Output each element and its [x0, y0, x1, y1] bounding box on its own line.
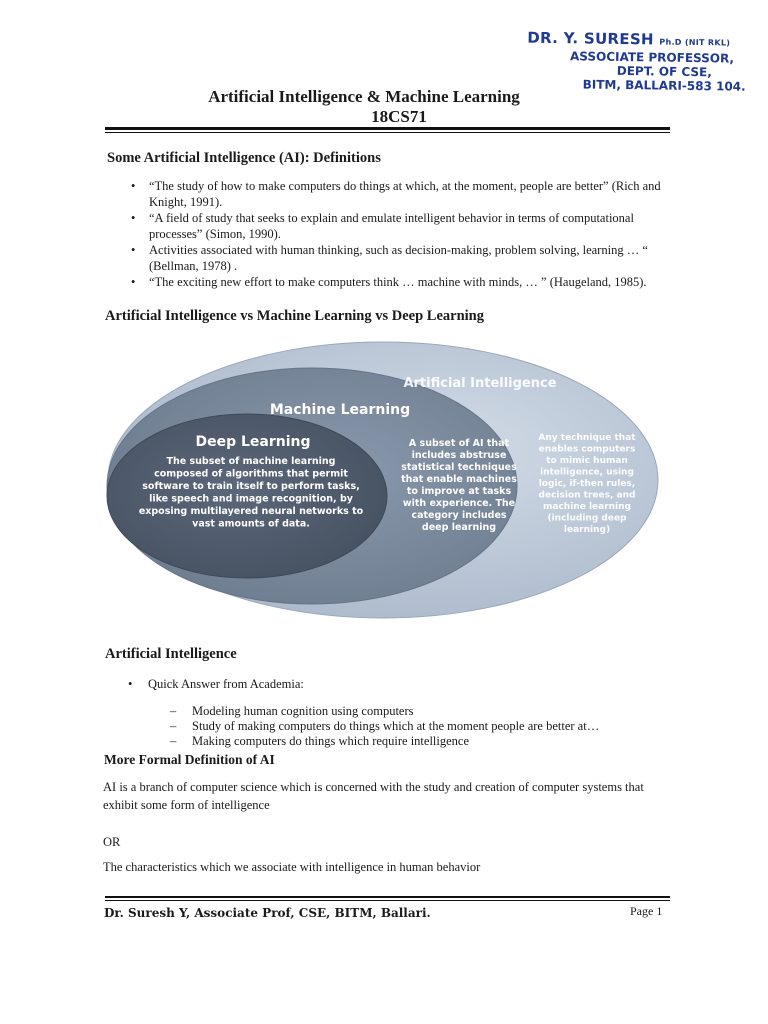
ai-title: Artificial Intelligence [403, 376, 557, 391]
ai-desc-line: (including deep [547, 513, 627, 524]
definition-item: • “The study of how to make computers do things at which, at the moment, people are better” (Rich and Knight, 1991). [125, 178, 665, 210]
definitions-heading: Some Artificial Intelligence (AI): Definitions [107, 150, 381, 166]
author-stamp [498, 28, 749, 93]
definition-item: • “The exciting new effort to make computers think … machine with minds, … ” (Haugeland, 1985). [125, 274, 665, 290]
header-rule-thin [105, 132, 670, 133]
definitions-list [125, 178, 665, 290]
ml-desc-line: deep learning [421, 522, 497, 533]
answer-item: – Study of making computers do things which at the moment people are better at… [170, 719, 690, 734]
course-title: Artificial Intelligence & Machine Learning [208, 87, 520, 106]
ml-desc-line: includes abstruse [411, 450, 507, 461]
ml-desc-line: to improve at tasks [406, 486, 512, 497]
ml-description [401, 438, 517, 533]
course-code: 18CS71 [371, 107, 427, 126]
dl-desc-line: software to train itself to perform tasks, [142, 481, 360, 492]
ai-section-heading: Artificial Intelligence [105, 646, 237, 662]
ai-desc-line: enables computers [538, 444, 636, 455]
quick-answer-label: Quick Answer from Academia: [148, 677, 304, 691]
ai-desc-line: decision trees, and [538, 490, 636, 501]
answer-item: – Modeling human cognition using computers [170, 704, 690, 719]
ml-desc-line: with experience. The [402, 498, 516, 509]
stamp-name-line [498, 28, 748, 49]
quick-answer-bullet [128, 677, 304, 692]
definition-item: • “A field of study that seeks to explain and emulate intelligent behavior in terms of computational processes” (Simon, 1990). [125, 210, 665, 242]
dl-desc-line: composed of algorithms that permit [154, 468, 348, 480]
ml-desc-line: A subset of AI that [408, 438, 510, 449]
dl-title: Deep Learning [195, 434, 311, 450]
ai-description [538, 433, 636, 535]
ai-desc-line: machine learning [543, 502, 631, 512]
formal-definition-text: AI is a branch of computer science which is concerned with the study and creation of computer systems that exhibit some form of intelligence [103, 780, 644, 812]
ml-desc-line: statistical techniques [401, 462, 517, 473]
page-number: Page 1 [630, 904, 663, 918]
footer-rule-thin [105, 900, 670, 901]
stamp-institute: BITM, BALLARI-583 104. [582, 77, 746, 94]
dl-desc-line: The subset of machine learning [166, 456, 336, 467]
dl-desc-line: exposing multilayered neural networks to [138, 506, 364, 517]
ai-desc-line: Any technique that [538, 433, 636, 443]
dl-desc-line: vast amounts of data. [192, 518, 310, 530]
ai-desc-line: to mimic human [546, 456, 628, 466]
header-rule [105, 127, 670, 130]
dl-desc-line: like speech and image recognition, by [149, 493, 353, 505]
ml-desc-line: that enable machines [401, 474, 517, 485]
answer-item: – Making computers do things which require intelligence [170, 734, 690, 749]
ml-desc-line: category includes [411, 510, 507, 521]
definition-item: • Activities associated with human thinking, such as decision-making, problem solving, learning … “ (Bellman, 1978) . [125, 242, 665, 274]
stamp-dept: DEPT. OF CSE, [616, 63, 712, 80]
characteristics-text: The characteristics which we associate with intelligence in human behavior [103, 860, 481, 874]
or-separator: OR [103, 835, 121, 849]
stamp-qualification: Ph.D (NIT RKL) [659, 37, 731, 48]
stamp-name: DR. Y. SURESH [527, 28, 654, 49]
ai-ml-dl-venn-diagram [105, 338, 665, 628]
comparison-heading: Artificial Intelligence vs Machine Learning vs Deep Learning [105, 308, 484, 324]
formal-definition-heading: More Formal Definition of AI [104, 752, 275, 767]
ai-desc-line: intelligence, using [540, 467, 634, 478]
ml-title: Machine Learning [269, 402, 411, 418]
footer-rule [105, 896, 670, 898]
academia-answers-list [170, 704, 690, 749]
footer-author: Dr. Suresh Y, Associate Prof, CSE, BITM, Ballari. [104, 906, 431, 920]
stamp-designation: ASSOCIATE PROFESSOR, [569, 49, 735, 66]
ai-desc-line: learning) [563, 525, 611, 535]
ai-desc-line: logic, if-then rules, [538, 479, 636, 489]
